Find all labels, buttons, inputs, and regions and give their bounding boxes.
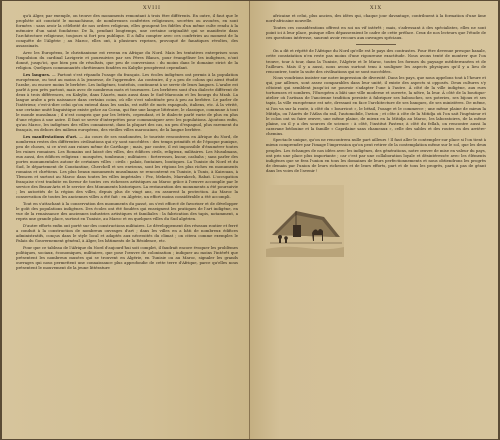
left-paragraph <box>16 245 238 270</box>
figure-block <box>266 177 486 257</box>
left-page-body <box>16 13 238 270</box>
left-running-head: XVIII <box>142 5 162 11</box>
left-paragraph <box>16 201 238 221</box>
book-spread <box>2 1 498 439</box>
right-running-head: XIX <box>369 5 383 11</box>
tent-camel-illustration <box>266 185 344 257</box>
paragraph-text: D'autre efforts enfin ont porté sur des constructions militaires. Le développement des réseaux routier et ferré a conduit à la construction de nombreux ouvrages d'art ; dans les villes en a bâti de nombreux édifices administratifs, conçus dans le style local et adaptés aux nécessités du climat ; on citera comme exemples le Palais du Gouvernement général, à Alger, les bâtiments de la Résidence, etc. <box>16 222 238 243</box>
right-paragraph <box>266 48 486 73</box>
paragraph-text: Spectacle unique, qu'on ne rencontrera nulle part ailleurs ! Il faut aller le contempler sur place si l'on tient à mieux comprendre par l'image l'impression qu'on peut retirer de la contemplation même sur le sol, que les deux peuples. Les échanges de nos idées avec les indigènes, des générations, notre œuvre de mise en valeur du pays, ont pris une place plus importante ; car c'est par une collaboration loyale et désintéressée avec les éléments indigènes que se fera l'union en tous les domaines de leurs perfectionnements et nous obtiendrons les progrès de demain par l'union de leurs richesses et de leurs efforts, part et de tous les progrès, parti à pas de géant dans les voies de l'avenir ! <box>266 137 486 173</box>
left-paragraph <box>16 13 238 48</box>
paragraph-text: Avec les Européens, le christianisme est revenu en Afrique du Nord. Mais les tentatives entreprises sous l'impulsion du cardinal Lavigerie et poursuivies par ses Pères Blancs, pour évangéliser les indigènes, n'ont donné, jusqu'ici, que bien peu de résultats, que peu de conversions : du moins dans le domaine strict de la religion. Quelques communautés chrétiennes fondées en Kabylie prospèrent cependant. <box>16 49 238 71</box>
left-paragraph <box>16 134 238 200</box>
paragraph-text: — Partout s'est répandu l'usage du français. Les écoles indigènes ont permis à la population européenne, ou tout au moins à la jeunesse, de l'apprendre. Au contraire, il y a peu de colons qui aient étudié l'arabe, ou encore moins le berbère. Les Indigènes, toutefois, continuent à se servir de leurs langues. L'arabe est parlé à peu près partout, mais avec de nombreux mots et tournures. Les berbères sont d'un dialecte différent de deux à trois différences, en Kabylie, dans l'Aurès, mais aussi dans le Sud-Marocain et les bourgs du Mzab. La langue arabe a pris naissance dans certains coins, où elle s'est substituée peu à peu au berbère. Le parler de l'intérieur, c'est-à-dire celui qu'on entend dans les souks, est mêlé de mots espagnols, italiens, etc. À la vérité, une certaine unité linguistique existe grâce au Coran, qui fixe une langue littéraire, le classique, commune à tout le monde musulman ; il n'est compris que par les lettrés, cependant, et le dialecte parlé varie de plus en plus d'une région à une autre. Il faut se servir d'interprètes pour communiquer avec les populations. Ajoutons enfin, qu'au Maroc, les indigènes des villes connaissent, dans la plupart des cas, un peu d'espagnol, plus rarement du français, en dehors des milieux européens, des vieilles villes marocaines, de la langue berbère. <box>16 71 239 133</box>
section-divider <box>356 44 396 45</box>
left-paragraph <box>16 50 238 70</box>
left-page <box>2 1 250 439</box>
paragraph-text: africaine et celui, plus ancien, des idées qui, chaque jour davantage, contribuent à la formation d'une âme nord-africaine nouvelle. <box>266 13 486 24</box>
paragraph-text: qu'à Alger, par exemple, on trouve des monuments remontant à trois être différents. En outre, il faut que le prophète ait constaté le monachisme, de nombreuses confréries religieuses, secrètes ou avouées, en sont formées : sans avoir la célébrité de nos ordres religieux, elles groupent les fidèles d'un même culte rendu à la mémoire d'un saint fondateur. De là, pendant longtemps, une certaine originalité qui se manifeste dans l'architecture religieuse, toujours si fort peu publique. Il a fallu compter avec ces confréries au moment de la conquête de l'Algérie ; au Maroc, elles ont, à plusieurs reprises, provoqué de fanatiques révoltes, des assassinats. <box>16 13 238 49</box>
section-heading: Les manifestations d'art. <box>23 133 78 139</box>
paragraph-text: On a dit et répété de l'Afrique du Nord qu'elle est le pays des contrastes. Pour être devenue presque banale, cette constatation n'en reste pas moins d'une rigoureuse exactitude. Nous avons tenté de montrer que l'on trouve, tour à tour, dans la Tunisie, l'Algérie et le Maroc, toutes les formes du paysage méditerranéen et de l'ailleurs. Mais il y a aussi, nous avons surtout tenu à souligner les aspects physiques qu'il y a lieu de rencontrer, toute la suite des civilisations qui se sont succédées. <box>266 48 486 74</box>
section-heading: Les langues. <box>23 71 51 77</box>
right-paragraph <box>266 13 486 23</box>
right-paragraph <box>266 137 486 172</box>
left-paragraph <box>16 223 238 243</box>
right-page <box>250 1 498 439</box>
right-paragraph <box>266 25 486 40</box>
paragraph-text: Toutes ces considérations offrent en soi un vif intérêt ; mais, s'adressant à des spécialistes, elles ne sont point ici à leur place, puisque elles dépasseraient le cadre de cette préface. Ceux de nos lecteurs que l'étude de ces questions intéresse, sauront avoir recours aux ouvrages spéciaux. <box>266 24 486 40</box>
right-paragraph <box>266 75 486 136</box>
left-paragraph <box>16 72 238 133</box>
paragraph-text: — Au cours de ses randonnées, le touriste rencontrera en Afrique du Nord, de nombreux restes des différentes civilisations qui s'y sont succédées : des temps primitifs et de l'époque punique, peu de choses, si ce n'est aux ruines même de Carthage ; mais, par contre, il est impossible d'énumérer toutes les ruines romaines. Les Romains ont laissé des villes, des édifices civils, religieux, militaires. Les Musulmans, eux aussi, des édifices religieux : mosquées, tombeaux ; militaires : forteresses, ksour, casbahs ; sans parler des portes monumentales autour de certaines villes : civils : palais, fontaines, boutiques. La Tunisie du Nord et du Sud, le département de Constantine, Cherchell et ses environs, sont les régions les plus riches en monuments romains et chrétiens. Les plus beaux monuments musulmans se rencontrent en Tunisie, à Tunis, à Kairouan, à Tlemcen et surtout au Maroc dans toutes les villes impériales : Fez, Meknès, Marrakech, Rabat. L'occupation française s'est traduite en faveur de toutes ces richesses artistiques au Maroc grâce à l'œuvre accomplie par le service des Beaux-Arts et le service des Monuments historiques. La restauration des monuments a été poursuivie ; les autorités de la région des villes, depuis plus de vingt ans, en assurent la protection. Au Maroc la conservation de toutes les anciennes villes a été fait : en Algérie, un effort moins considérable a été accompli. <box>16 133 238 200</box>
paragraph-text: Pour que ce tableau de l'Afrique du Nord d'aujourd'hui soit complet, il faudrait encore évoquer les problèmes politiques, sociaux, économiques, militaires, que pose l'œuvre de colonisation ; indiquer au moins l'intérêt que présentent les nombreux musées qui se trouvent en Algérie, en Tunisie ou au Maroc, signaler les grands ouvrages qui nous permettent une connaissance plus approfondie de cette terre d'Afrique, parce qu'elles nous présentent le mouvement de la jeune littérature <box>16 244 238 270</box>
paragraph-text: Nous voudrions insister sur notre impression de diversité. Dans les pays, que nous appelons tout à l'heure et qui, par ailleurs, sont assez comparables dans leur unité, il existe des aspects si opposés. Deux cultures s'y côtoient qui semblent jusqu'ici ne pouvoir s'adapter l'une à l'autre. À côté de la ville indigène, aux rues tortueuses et sombres, l'Européen a bâti une ville moderne et ouverte, la nôtre, la leur. À côté de la boutique-atelier où l'artisan de l'ancienne tradition persiste à fabriquer ses babouches, ses poteries, ses bijoux et ses tapis, la ville européenne est née, dressant en face l'architecture de ses banques, de ses ministères. De même, si l'on va sur la route, à côté du « bourricot », le bétail, l'usage et le commerce ; une même plaine de mieux la Mitidja, ou l'Aurès de l'Atlas du rail, l'automobile, l'avion ; et côte à côte de la Mitidja où l'on sait l'ingénieur et le colon ont su faire œuvre, une même plaine, de mieux en la Mitidja au Maroc, les laboratoires, de la même plaine, ou il y a des sources de science : à côté, l'institut Pasteur, à côté du fellah, on rencontre aussi la caravane bédouine et la famille « Caprilaine sans chameaux », celle des sables et des routes en des arrière-chemins. <box>266 75 486 136</box>
right-page-body <box>266 13 486 173</box>
paragraph-text: Tout en s'attachant à la conservation des monuments du passé, on s'est efforcé de favoriser et de développer le goût des populations indigènes. Des écoles ont été fondées qui enseignent les pratiques de l'art indigène, en vue de la renaissance des anciennes industries artistiques et familiales : la fabrication des tapis, notamment, a repris une grande place, surtout en Tunisie, au Maroc et en quelques villes du Sud algérien. <box>16 201 238 222</box>
